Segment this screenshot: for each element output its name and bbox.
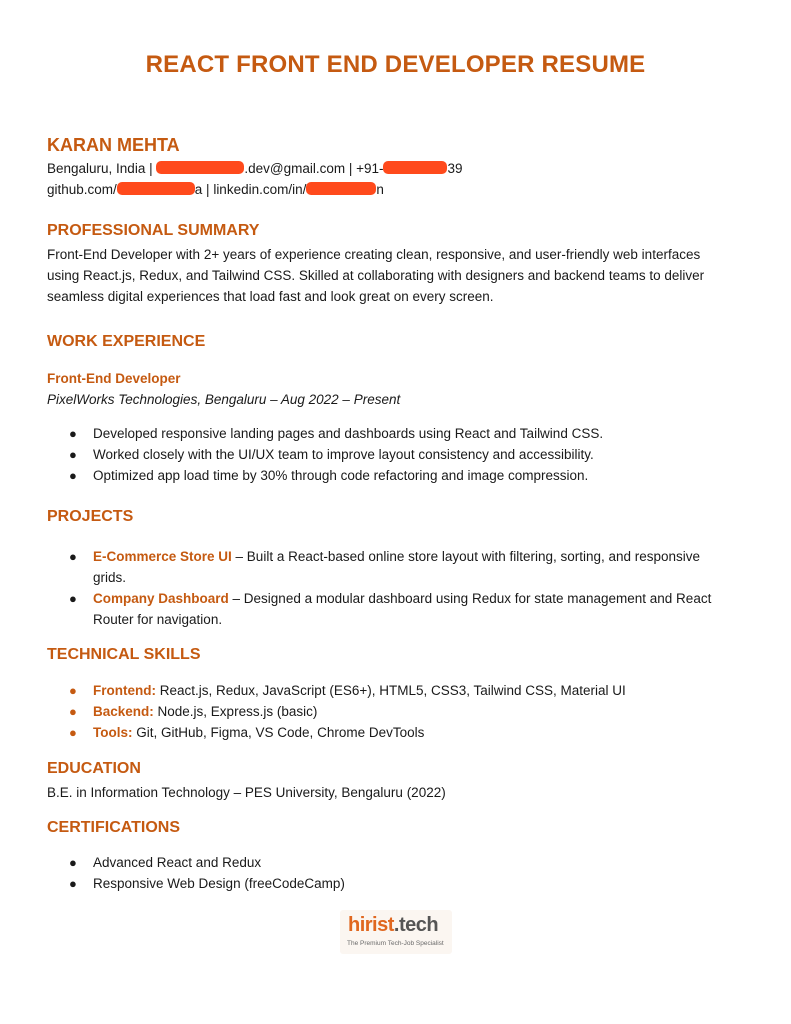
hirist-tech-logo — [340, 910, 452, 954]
project-desc: – Built a React-based online store layout with filtering, sorting, and responsive — [231, 549, 701, 564]
summary-line: Front-End Developer with 2+ years of experience creating clean, responsive, and user-friendly web interfaces — [47, 247, 701, 262]
summary-text — [47, 244, 747, 307]
experience-bullets — [47, 423, 767, 486]
bullet-icon: ● — [69, 725, 77, 740]
skills-heading: TECHNICAL SKILLS — [47, 646, 201, 663]
skills-list — [47, 680, 767, 743]
education-heading: EDUCATION — [47, 760, 141, 777]
linkedin-tail: n — [376, 182, 384, 197]
skill-item — [47, 680, 767, 701]
project-name: Company Dashboard — [93, 591, 229, 606]
bullet-icon: ● — [69, 549, 77, 564]
certifications-heading: CERTIFICATIONS — [47, 819, 181, 836]
job-company-line: PixelWorks Technologies, Bengaluru – Aug 2022 – Present — [47, 392, 401, 407]
redacted-phone — [383, 161, 447, 174]
skill-value: Node.js, Express.js (basic) — [153, 704, 318, 719]
contact-line-1 — [47, 159, 463, 179]
list-item — [47, 444, 767, 465]
projects-heading: PROJECTS — [47, 508, 134, 525]
bullet-icon: ● — [69, 683, 77, 698]
experience-heading: WORK EXPERIENCE — [47, 333, 206, 350]
skill-item — [47, 701, 767, 722]
skill-label: Backend: — [93, 704, 154, 719]
logo-brand-a: hirist — [348, 914, 394, 936]
skill-label: Frontend: — [93, 683, 156, 698]
bullet-icon: ● — [69, 447, 77, 462]
bullet-icon: ● — [69, 591, 77, 606]
contact-line-2 — [47, 180, 384, 200]
redacted-email — [156, 161, 244, 174]
summary-line: using React.js, Redux, and Tailwind CSS. Skilled at collaborating with designers and backend teams to deliver — [47, 268, 705, 283]
redacted-github — [117, 182, 195, 195]
resume-title: REACT FRONT END DEVELOPER RESUME — [145, 51, 646, 78]
job-role: Front-End Developer — [47, 371, 181, 386]
bullet-text: Optimized app load time by 30% through code refactoring and image compression. — [93, 468, 589, 483]
certifications-list — [47, 852, 767, 894]
project-desc-cont: grids. — [93, 570, 127, 585]
email-phone-text: .dev@gmail.com | +91- — [244, 161, 384, 176]
skill-value: React.js, Redux, JavaScript (ES6+), HTML5, CSS3, Tailwind CSS, Material UI — [156, 683, 626, 698]
bullet-icon: ● — [69, 855, 77, 870]
skill-label: Tools: — [93, 725, 133, 740]
list-item — [47, 852, 767, 873]
project-desc: – Designed a modular dashboard using Redux for state management and React — [228, 591, 712, 606]
bullet-text: Developed responsive landing pages and dashboards using React and Tailwind CSS. — [93, 426, 604, 441]
redacted-linkedin — [306, 182, 376, 195]
project-desc-cont: Router for navigation. — [93, 612, 223, 627]
bullet-text: Worked closely with the UI/UX team to improve layout consistency and accessibility. — [93, 447, 594, 462]
linkedin-text: a | linkedin.com/in/ — [194, 182, 307, 197]
summary-heading: PROFESSIONAL SUMMARY — [47, 222, 260, 239]
candidate-name: KARAN MEHTA — [47, 135, 180, 155]
bullet-icon: ● — [69, 876, 77, 891]
location-text: Bengaluru, India | — [47, 161, 157, 176]
skill-value: Git, GitHub, Figma, VS Code, Chrome DevTools — [132, 725, 425, 740]
skill-item — [47, 722, 767, 743]
project-item — [47, 588, 767, 630]
bullet-icon: ● — [69, 704, 77, 719]
github-prefix: github.com/ — [47, 182, 117, 197]
bullet-icon: ● — [69, 426, 77, 441]
project-item — [47, 546, 767, 588]
logo-tagline: The Premium Tech-Job Specialist — [347, 940, 444, 947]
list-item — [47, 423, 767, 444]
list-item — [47, 873, 767, 894]
bullet-icon: ● — [69, 468, 77, 483]
project-name: E-Commerce Store UI — [93, 549, 232, 564]
certification-text: Responsive Web Design (freeCodeCamp) — [93, 876, 345, 891]
logo-brand-b: .tech — [393, 914, 439, 936]
projects-list — [47, 546, 767, 630]
phone-tail-text: 39 — [447, 161, 463, 176]
education-line: B.E. in Information Technology – PES University, Bengaluru (2022) — [47, 785, 446, 800]
summary-line: seamless digital experiences that load fast and look great on every screen. — [47, 289, 494, 304]
logo-brand — [348, 914, 438, 937]
certification-text: Advanced React and Redux — [93, 855, 262, 870]
list-item — [47, 465, 767, 486]
